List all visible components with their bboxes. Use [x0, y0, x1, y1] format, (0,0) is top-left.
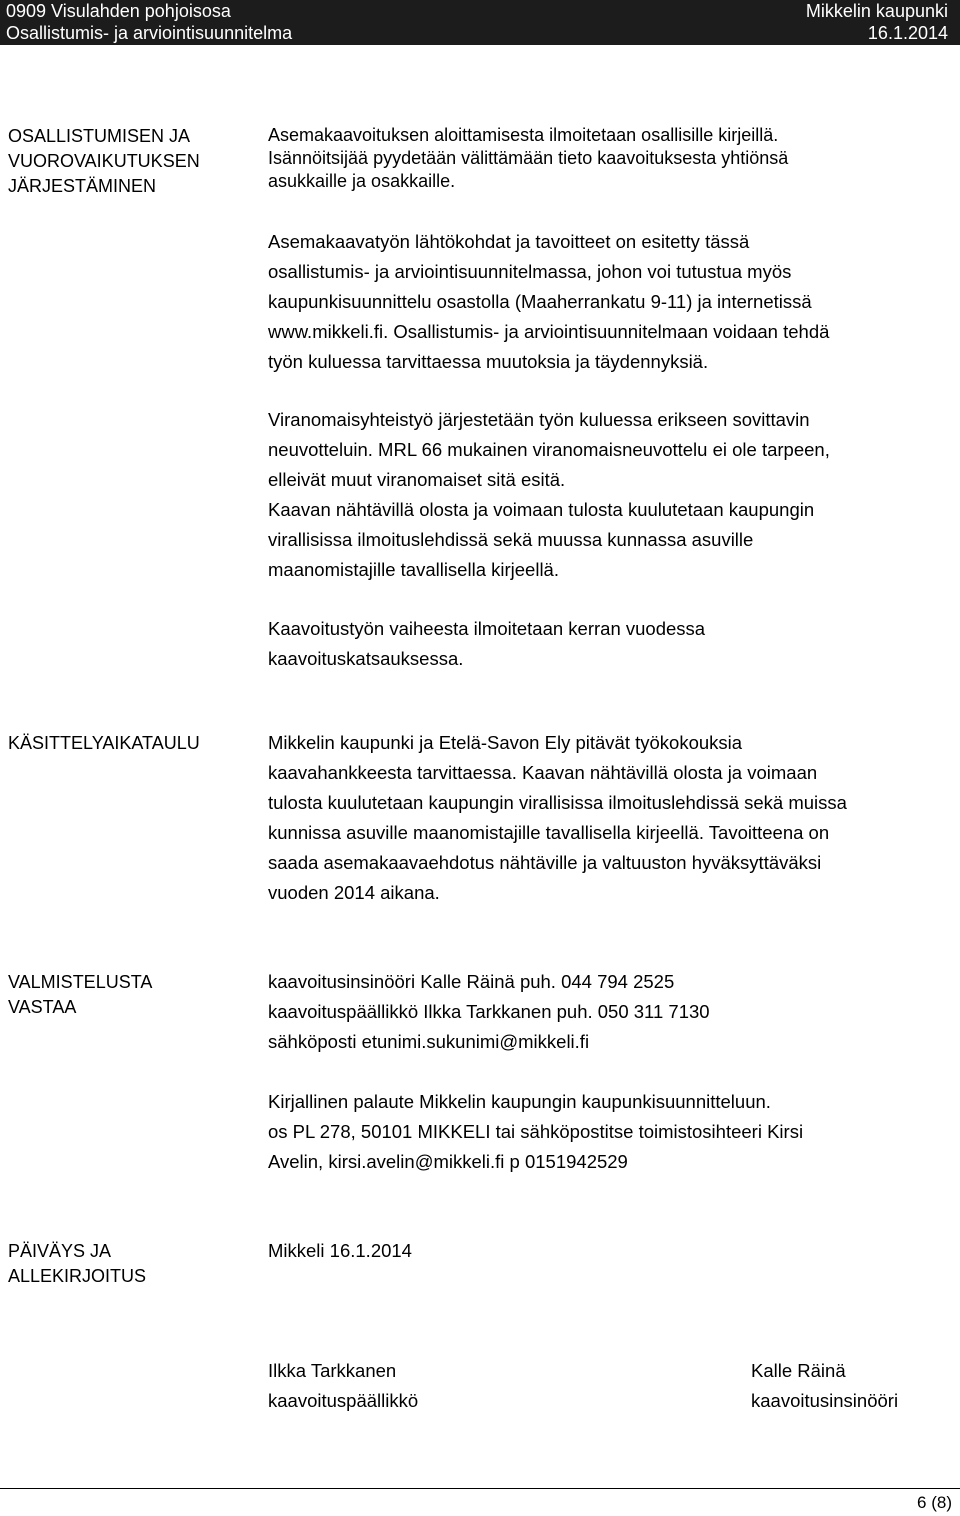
text-line: Asemakaavatyön lähtökohdat ja tavoitteet on esitetty tässä [268, 231, 750, 252]
text-line: maanomistajille tavallisella kirjeellä. [268, 559, 559, 580]
text-line: Mikkelin kaupunki ja Etelä-Savon Ely pitävät työkokouksia [268, 732, 743, 753]
section-label-responsible [8, 970, 258, 1020]
footer-divider [0, 1488, 960, 1489]
text-line: virallisissa ilmoituslehdissä sekä muussa kunnassa asuville [268, 529, 754, 550]
participation-intro [268, 124, 953, 193]
text-line: kaavahankkeesta tarvittaessa. Kaavan nähtävillä olosta ja voimaan [268, 762, 818, 783]
label-line: VUOROVAIKUTUKSEN [8, 151, 200, 171]
label-line: OSALLISTUMISEN JA [8, 126, 191, 146]
signer-title: kaavoitusinsinööri [751, 1390, 899, 1411]
text-line: työn kuluessa tarvittaessa muutoksia ja täydennyksiä. [268, 351, 709, 372]
text-line: Kirjallinen palaute Mikkelin kaupungin kaupunkisuunnitteluun. [268, 1091, 771, 1112]
participation-paragraph-2 [268, 405, 953, 585]
section-label-schedule: KÄSITTELYAIKATAULU [8, 733, 200, 753]
participation-paragraph-1 [268, 227, 953, 377]
schedule-text [268, 728, 953, 908]
feedback-info [268, 1087, 953, 1177]
text-line: neuvotteluin. MRL 66 mukainen viranomaisneuvottelu ei ole tarpeen, [268, 439, 830, 460]
text-line: Asemakaavoituksen aloittamisesta ilmoitetaan osallisille kirjeillä. [268, 125, 779, 145]
text-line: saada asemakaavaehdotus nähtäville ja valtuuston hyväksyttäväksi [268, 852, 822, 873]
signer-name: Kalle Räinä [751, 1360, 846, 1381]
text-line: tulosta kuulutetaan kaupungin virallisissa ilmoituslehdissä sekä muissa [268, 792, 847, 813]
page-header [0, 0, 960, 45]
participation-paragraph-3 [268, 614, 953, 674]
text-line: Viranomaisyhteistyö järjestetään työn kuluessa erikseen sovittavin [268, 409, 810, 430]
signer-1 [268, 1356, 418, 1416]
contact-info [268, 967, 953, 1057]
section-label-signature [8, 1239, 258, 1289]
project-title: 0909 Visulahden pohjoisosa [6, 1, 231, 21]
label-line: ALLEKIRJOITUS [8, 1266, 147, 1286]
text-line: os PL 278, 50101 MIKKELI tai sähköpostitse toimistosihteeri Kirsi [268, 1121, 804, 1142]
label-line: JÄRJESTÄMINEN [8, 176, 157, 196]
text-line: www.mikkeli.fi. Osallistumis- ja arviointisuunnitelmaan voidaan tehdä [268, 321, 830, 342]
place-date: Mikkeli 16.1.2014 [268, 1240, 412, 1261]
signer-title: kaavoituspäällikkö [268, 1390, 419, 1411]
text-line: kaavoituskatsauksessa. [268, 648, 464, 669]
signer-name: Ilkka Tarkkanen [268, 1360, 397, 1381]
email-text: sähköposti etunimi.sukunimi@mikkeli.fi [268, 1031, 590, 1052]
text-line: asukkaille ja osakkaille. [268, 171, 456, 191]
label-line: VALMISTELUSTA [8, 972, 153, 992]
document-date: 16.1.2014 [867, 23, 948, 43]
text-line: Kaavan nähtävillä olosta ja voimaan tulosta kuulutetaan kaupungin [268, 499, 815, 520]
text-line: kaupunkisuunnittelu osastolla (Maaherrankatu 9-11) ja internetissä [268, 291, 812, 312]
text-line: kaavoituspäällikkö Ilkka Tarkkanen puh. 050 311 7130 [268, 1001, 710, 1022]
document-type: Osallistumis- ja arviointisuunnitelma [6, 23, 293, 43]
text-line: kunnissa asuville maanomistajille tavallisella kirjeellä. Tavoitteena on [268, 822, 830, 843]
text-line: Avelin, kirsi.avelin@mikkeli.fi p 0151942529 [268, 1151, 628, 1172]
label-line: VASTAA [8, 997, 77, 1017]
text-line: osallistumis- ja arviointisuunnitelmassa, johon voi tutustua myös [268, 261, 792, 282]
page-number: 6 (8) [917, 1493, 952, 1512]
text-line: Kaavoitustyön vaiheesta ilmoitetaan kerran vuodessa [268, 618, 706, 639]
city-name: Mikkelin kaupunki [805, 1, 948, 21]
text-line: vuoden 2014 aikana. [268, 882, 440, 903]
label-line: PÄIVÄYS JA [8, 1241, 112, 1261]
signer-2 [751, 1356, 898, 1416]
text-line: kaavoitusinsinööri Kalle Räinä puh. 044 794 2525 [268, 971, 675, 992]
text-line: elleivät muut viranomaiset sitä esitä. [268, 469, 566, 490]
text-line: Isännöitsijää pyydetään välittämään tieto kaavoituksesta yhtiönsä [268, 148, 789, 168]
section-label-participation [8, 124, 258, 199]
